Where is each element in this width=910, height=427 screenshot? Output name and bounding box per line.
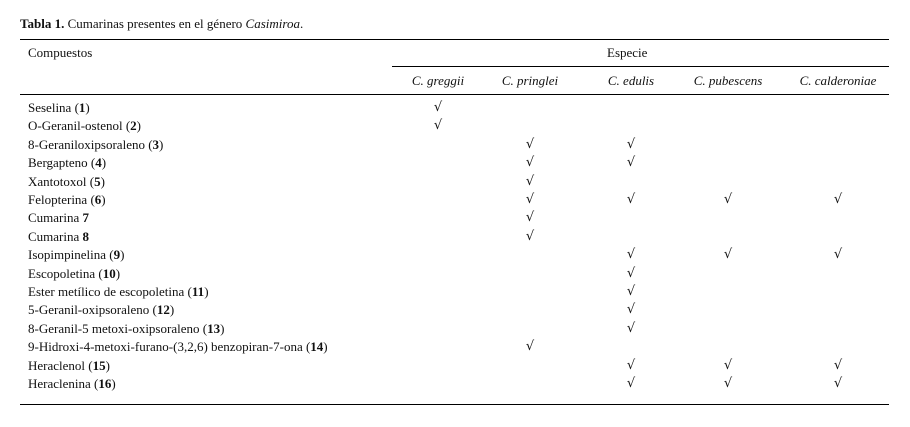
compound-name: [28, 210, 89, 226]
check-mark: √: [723, 357, 733, 373]
compound-number: 10: [102, 265, 116, 281]
compound-name-text: Heraclenina (: [28, 376, 99, 391]
table-caption: [20, 16, 303, 32]
caption-label: Tabla 1.: [20, 16, 65, 31]
compound-number: 12: [156, 302, 170, 318]
header-especie: Especie: [607, 45, 648, 60]
species-header: C. pringlei: [501, 73, 559, 88]
compound-name: [28, 192, 106, 208]
check-mark: √: [626, 265, 636, 281]
compound-number: 11: [191, 284, 205, 299]
check-mark: √: [626, 320, 636, 336]
compound-name-text: Felopterina (: [28, 192, 95, 207]
compound-name-suffix: ): [101, 192, 106, 207]
caption-text: Cumarinas presentes en el género: [64, 16, 246, 31]
compound-name: [28, 321, 224, 337]
compound-name-suffix: ): [159, 136, 164, 152]
check-mark: √: [525, 339, 535, 355]
check-mark: √: [525, 155, 535, 171]
table-row: [0, 118, 910, 136]
table-row: [0, 358, 910, 376]
compound-number: 13: [207, 320, 221, 336]
species-header: C. greggii: [411, 73, 465, 88]
compound-number: 3: [152, 136, 160, 152]
compound-name-suffix: ): [100, 173, 105, 189]
compound-name-text: Escopoletina (: [28, 265, 103, 281]
compound-name-suffix: ): [115, 265, 121, 281]
table-row: [0, 100, 910, 118]
check-mark: √: [833, 357, 843, 373]
compound-name-text: 9-Hidroxi-4-metoxi-furano-(3,2,6) benzopiran-7-ona (: [28, 339, 311, 355]
caption-genus: Casimiroa: [245, 16, 300, 31]
compound-name-suffix: ): [105, 357, 110, 373]
check-mark: √: [723, 192, 733, 207]
check-mark: √: [626, 136, 636, 152]
check-mark: √: [626, 376, 636, 391]
compound-number: 4: [95, 155, 102, 171]
table-row: [0, 266, 910, 284]
table-row: [0, 137, 910, 155]
check-mark: √: [525, 136, 535, 152]
check-mark: √: [626, 247, 636, 263]
table-row: [0, 247, 910, 265]
species-header: C. calderoniae: [799, 73, 877, 88]
check-mark: √: [626, 192, 636, 207]
check-mark: √: [433, 100, 443, 115]
compound-name-text: 8-Geraniloxipsoraleno (: [28, 136, 153, 152]
check-mark: √: [833, 376, 843, 391]
compound-name: [28, 266, 120, 282]
table-row: [0, 302, 910, 320]
compound-name: [28, 229, 89, 245]
table-row: [0, 192, 910, 210]
compound-name-suffix: ): [136, 118, 142, 134]
compound-name-text: Ester metílico de escopoletina (: [28, 284, 192, 299]
compound-number: 7: [82, 210, 90, 226]
compound-number: 14: [310, 339, 324, 355]
compound-name-suffix: ): [101, 155, 107, 171]
compound-name: [28, 339, 328, 355]
check-mark: √: [525, 192, 535, 207]
compound-name-text: 5-Geranil-oxipsoraleno (: [28, 302, 157, 318]
check-mark: √: [626, 155, 636, 171]
compound-name-suffix: ): [120, 247, 125, 263]
compound-name-text: O-Geranil-ostenol (: [28, 118, 131, 134]
compound-name: [28, 118, 141, 134]
check-mark: √: [626, 302, 636, 318]
compound-number: 16: [98, 376, 112, 391]
table-row: [0, 210, 910, 228]
compound-name-text: Cumarina: [28, 228, 83, 244]
compound-name-suffix: ): [204, 284, 209, 299]
header-bottom-rule: [20, 94, 889, 95]
compound-name-suffix: ): [85, 100, 90, 115]
check-mark: √: [833, 192, 843, 207]
compound-name-text: Seselina (: [28, 100, 79, 115]
compound-number: 2: [130, 118, 137, 134]
compound-number: 15: [92, 357, 106, 373]
check-mark: √: [626, 284, 636, 299]
check-mark: √: [723, 376, 733, 391]
check-mark: √: [723, 247, 733, 263]
compound-name: [28, 155, 106, 171]
check-mark: √: [833, 247, 843, 263]
table-row: [0, 229, 910, 247]
compound-name-text: Cumarina: [28, 210, 83, 226]
compound-name: [28, 100, 90, 116]
table-bottom-rule: [20, 404, 889, 405]
check-mark: √: [626, 357, 636, 373]
check-mark: √: [433, 118, 443, 134]
compound-name-suffix: ): [169, 302, 175, 318]
compound-name-text: Isopimpinelina (: [28, 247, 114, 263]
compound-number: 1: [78, 100, 86, 115]
table-row: [0, 321, 910, 339]
compound-name: [28, 247, 124, 263]
caption-end: .: [299, 16, 304, 31]
compound-name: [28, 174, 105, 190]
species-header: C. edulis: [607, 73, 655, 88]
header-compuestos: Compuestos: [28, 45, 93, 60]
compound-name: [28, 137, 163, 153]
table-row: [0, 376, 910, 394]
check-mark: √: [525, 173, 535, 189]
compound-name-suffix: ): [220, 320, 225, 336]
compound-name: [28, 302, 174, 318]
check-mark: √: [525, 228, 535, 244]
compound-name-text: Bergapteno (: [28, 155, 96, 171]
table-top-rule: [20, 39, 889, 40]
compound-name: [28, 376, 116, 392]
table-row: [0, 174, 910, 192]
compound-number: 9: [113, 247, 121, 263]
compound-name-suffix: ): [323, 339, 328, 355]
compound-name-text: 8-Geranil-5 metoxi-oxipsoraleno (: [28, 320, 208, 336]
compound-name-suffix: ): [111, 376, 116, 391]
compound-number: 8: [82, 228, 90, 244]
species-header: C. pubescens: [693, 73, 763, 88]
compound-name-text: Xantotoxol (: [28, 173, 95, 189]
compound-name-text: Heraclenol (: [28, 357, 93, 373]
compound-name: [28, 358, 110, 374]
table-row: [0, 155, 910, 173]
check-mark: √: [525, 210, 535, 226]
table-row: [0, 339, 910, 357]
especie-rule: [392, 66, 889, 67]
compound-number: 5: [94, 173, 101, 189]
compound-number: 6: [94, 192, 102, 207]
compound-name: [28, 284, 209, 300]
table-row: [0, 284, 910, 302]
